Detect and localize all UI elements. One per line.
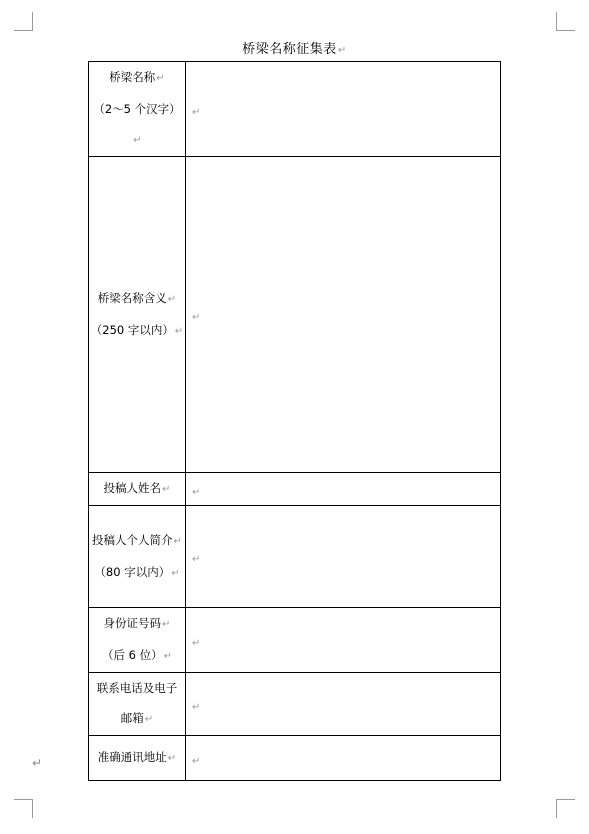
input-name-meaning[interactable] [186, 157, 501, 473]
label-submitter-bio [89, 506, 186, 608]
paragraph-mark-icon: ↵ [173, 535, 182, 547]
input-mailing-address[interactable] [186, 736, 501, 781]
label-text: （后 6 位） [101, 648, 163, 662]
paragraph-mark-icon: ↵ [32, 756, 43, 770]
input-submitter-name[interactable] [186, 473, 501, 506]
paragraph-mark-icon: ↵ [144, 714, 154, 725]
paragraph-mark-icon: ↵ [337, 45, 347, 56]
paragraph-mark-icon: ↵ [192, 312, 201, 323]
document-title [0, 38, 589, 57]
table-row-bridge-name [89, 62, 501, 157]
input-phone-email[interactable] [186, 673, 501, 736]
label-text: （250 字以内） [90, 322, 174, 337]
paragraph-mark-icon: ↵ [171, 567, 180, 579]
label-mailing-address [89, 736, 186, 781]
paragraph-mark-icon: ↵ [156, 73, 165, 84]
table-row-submitter-bio [89, 506, 501, 608]
table-row-mailing-address [89, 736, 501, 781]
label-text: 身份证号码 [103, 616, 162, 630]
label-text: （80 字以内） [94, 564, 171, 579]
label-submitter-name [89, 473, 186, 506]
paragraph-mark-icon: ↵ [192, 106, 201, 118]
input-submitter-bio[interactable] [186, 506, 501, 608]
input-id-number[interactable] [186, 608, 501, 673]
title-text: 桥梁名称征集表 [242, 42, 337, 57]
label-text: 邮箱 [120, 711, 144, 725]
label-text: 桥梁名称含义 [97, 290, 167, 305]
label-text: 投稿人姓名 [103, 481, 162, 495]
paragraph-mark-icon: ↵ [192, 755, 201, 767]
label-phone-email [89, 673, 186, 736]
crop-mark-top-left [14, 12, 33, 31]
label-bridge-name [89, 62, 186, 157]
label-text: 准确通讯地址 [97, 750, 167, 764]
paragraph-mark-icon: ↵ [192, 554, 201, 565]
paragraph-mark-icon: ↵ [192, 701, 201, 713]
paragraph-mark-icon: ↵ [162, 484, 171, 495]
paragraph-mark-icon: ↵ [174, 325, 184, 337]
paragraph-mark-icon: ↵ [167, 293, 177, 305]
paragraph-mark-icon: ↵ [192, 637, 201, 649]
label-id-number [89, 608, 186, 673]
table-row-name-meaning [89, 157, 501, 473]
crop-mark-bottom-right [556, 799, 575, 818]
label-text: 桥梁名称 [109, 70, 156, 84]
table-row-id-number [89, 608, 501, 673]
table-row-phone-email [89, 673, 501, 736]
paragraph-mark-icon: ↵ [167, 753, 177, 764]
crop-mark-bottom-left [14, 799, 33, 818]
paragraph-mark-icon: ↵ [133, 135, 142, 146]
paragraph-mark-icon: ↵ [163, 651, 173, 662]
table-row-submitter-name [89, 473, 501, 506]
paragraph-mark-icon: ↵ [192, 486, 201, 498]
label-name-meaning [89, 157, 186, 473]
label-text: 投稿人个人简介 [92, 532, 173, 547]
input-bridge-name[interactable] [186, 62, 501, 157]
collection-form-table [88, 61, 501, 781]
crop-mark-top-right [556, 12, 575, 31]
label-text: 联系电话及电子 [96, 681, 178, 695]
label-text: （2～5 个汉字） [93, 102, 181, 116]
paragraph-mark-icon: ↵ [162, 619, 171, 630]
